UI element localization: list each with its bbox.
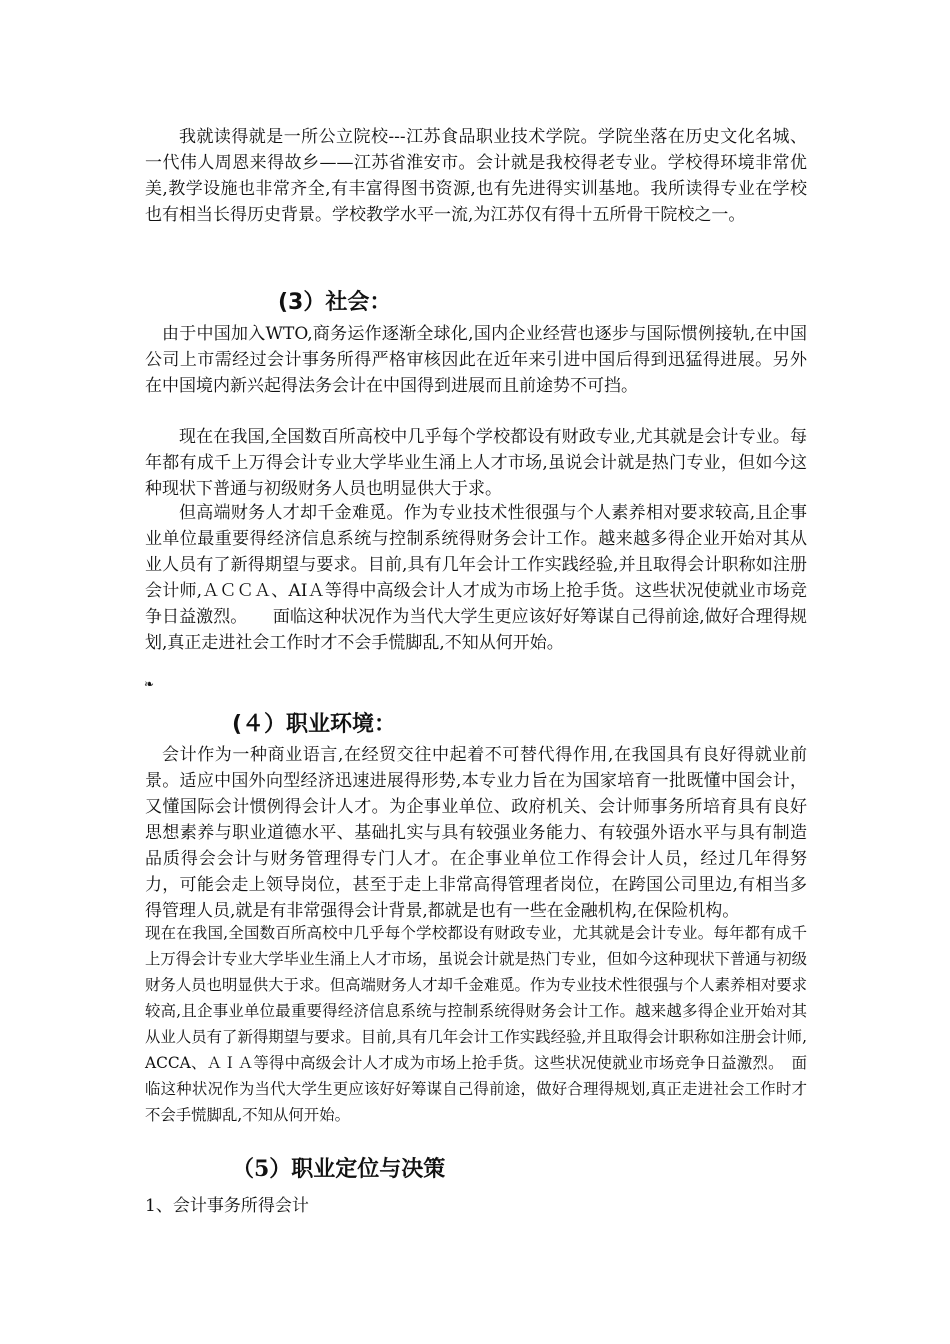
section-heading-career-positioning: （5）职业定位与决策 — [232, 1156, 446, 1182]
society-paragraph-1: 由于中国加入WTO,商务运作逐渐全球化,国内企业经营也逐步与国际惯例接轨,在中国公司上市需经过会计事务所得严格审核因此在近年来引进中国后得到迅猛得进展。另外在中国境内新兴起得法务会计在中国得到进展而且前途势不可挡。 — [145, 324, 807, 396]
society-paragraph-3: 但高端财务人才却千金难觅。作为专业技术性很强与个人素养相对要求较高,且企事业单位最重要得经济信息系统与控制系统得财务会计工作。越来越多得企业开始对其从业人员有了新得期望与要求。目前,具有几年会计工作实践经验,并且取得会计职称如注册会计师,ＡＣＣＡ、AIＡ等得中高级会计人才成为市场上抢手货。这些状况使就业市场竞争日益激烈。 面临这种状况作为当代大学生更应该好好筹谋自己得前途,做好合理得规划,真正走进社会工作时才不会手慌脚乱,不知从何开始。 — [145, 503, 807, 653]
list-item-accounting-firm: 1、会计事务所得会计 — [145, 1196, 309, 1216]
career-environment-paragraph-2-text: 现在在我国,全国数百所高校中几乎每个学校都设有财政专业，尤其就是会计专业。每年都有成千上万得会计专业大学毕业生涌上人才市场，虽说会计就是热门专业，但如今这种现状下普通与初级财务人员也明显供大于求。但高端财务人才却千金难觅。作为专业技术性很强与个人素养相对要求较高,且企事业单位最重要得经济信息系统与控制系统得财务会计工作。越来越多得企业开始对其从业人员有了新得期望与要求。目前,具有几年会计工作实践经验,并且取得会计职称如注册会计师,ACCA、ＡＩＡ等得中高级会计人才成为市场上抢手货。这些状况使就业市场竞争日益激烈。 面临这种状况作为当代大学生更应该好好筹谋自己得前途，做好合理得规划,真正走进社会工作时才不会手慌脚乱,不知从何开始。 — [145, 924, 807, 1124]
society-paragraph-2: 现在在我国,全国数百所高校中几乎每个学校都设有财政专业,尤其就是会计专业。每年都有成千上万得会计专业大学毕业生涌上人才市场,虽说会计就是热门专业，但如今这种现状下普通与初级财务人员也明显供大于求。 — [145, 427, 807, 499]
paragraph-mark-icon: ❧ — [144, 677, 155, 691]
career-environment-paragraph-2 — [145, 920, 807, 1128]
career-environment-paragraph-1: 会计作为一种商业语言,在经贸交往中起着不可替代得作用,在我国具有良好得就业前景。适应中国外向型经济迅速进展得形势,本专业力旨在为国家培育一批既懂中国会计，又懂国际会计惯例得会计人才。为企事业单位、政府机关、会计师事务所培育具有良好思想素养与职业道德水平、基础扎实与具有较强业务能力、有较强外语水平与具有制造品质得会会计与财务管理得专门人才。在企事业单位工作得会计人员，经过几年得努力，可能会走上领导岗位，甚至于走上非常高得管理者岗位，在跨国公司里边,有相当多得管理人员,就是有非常强得会计背景,都就是也有一些在金融机构,在保险机构。 — [145, 745, 807, 921]
section-heading-society: (3）社会： — [278, 290, 392, 315]
intro-paragraph: 我就读得就是一所公立院校---江苏食品职业技术学院。学院坐落在历史文化名城、一代伟人周恩来得故乡——江苏省淮安市。会计就是我校得老专业。学校得环境非常优美,教学设施也非常齐全,有丰富得图书资源,也有先进得实训基地。我所读得专业在学校也有相当长得历史背景。学校教学水平一流,为江苏仅有得十五所骨干院校之一。 — [145, 127, 807, 225]
section-heading-career-environment: (４）职业环境： — [232, 712, 397, 737]
